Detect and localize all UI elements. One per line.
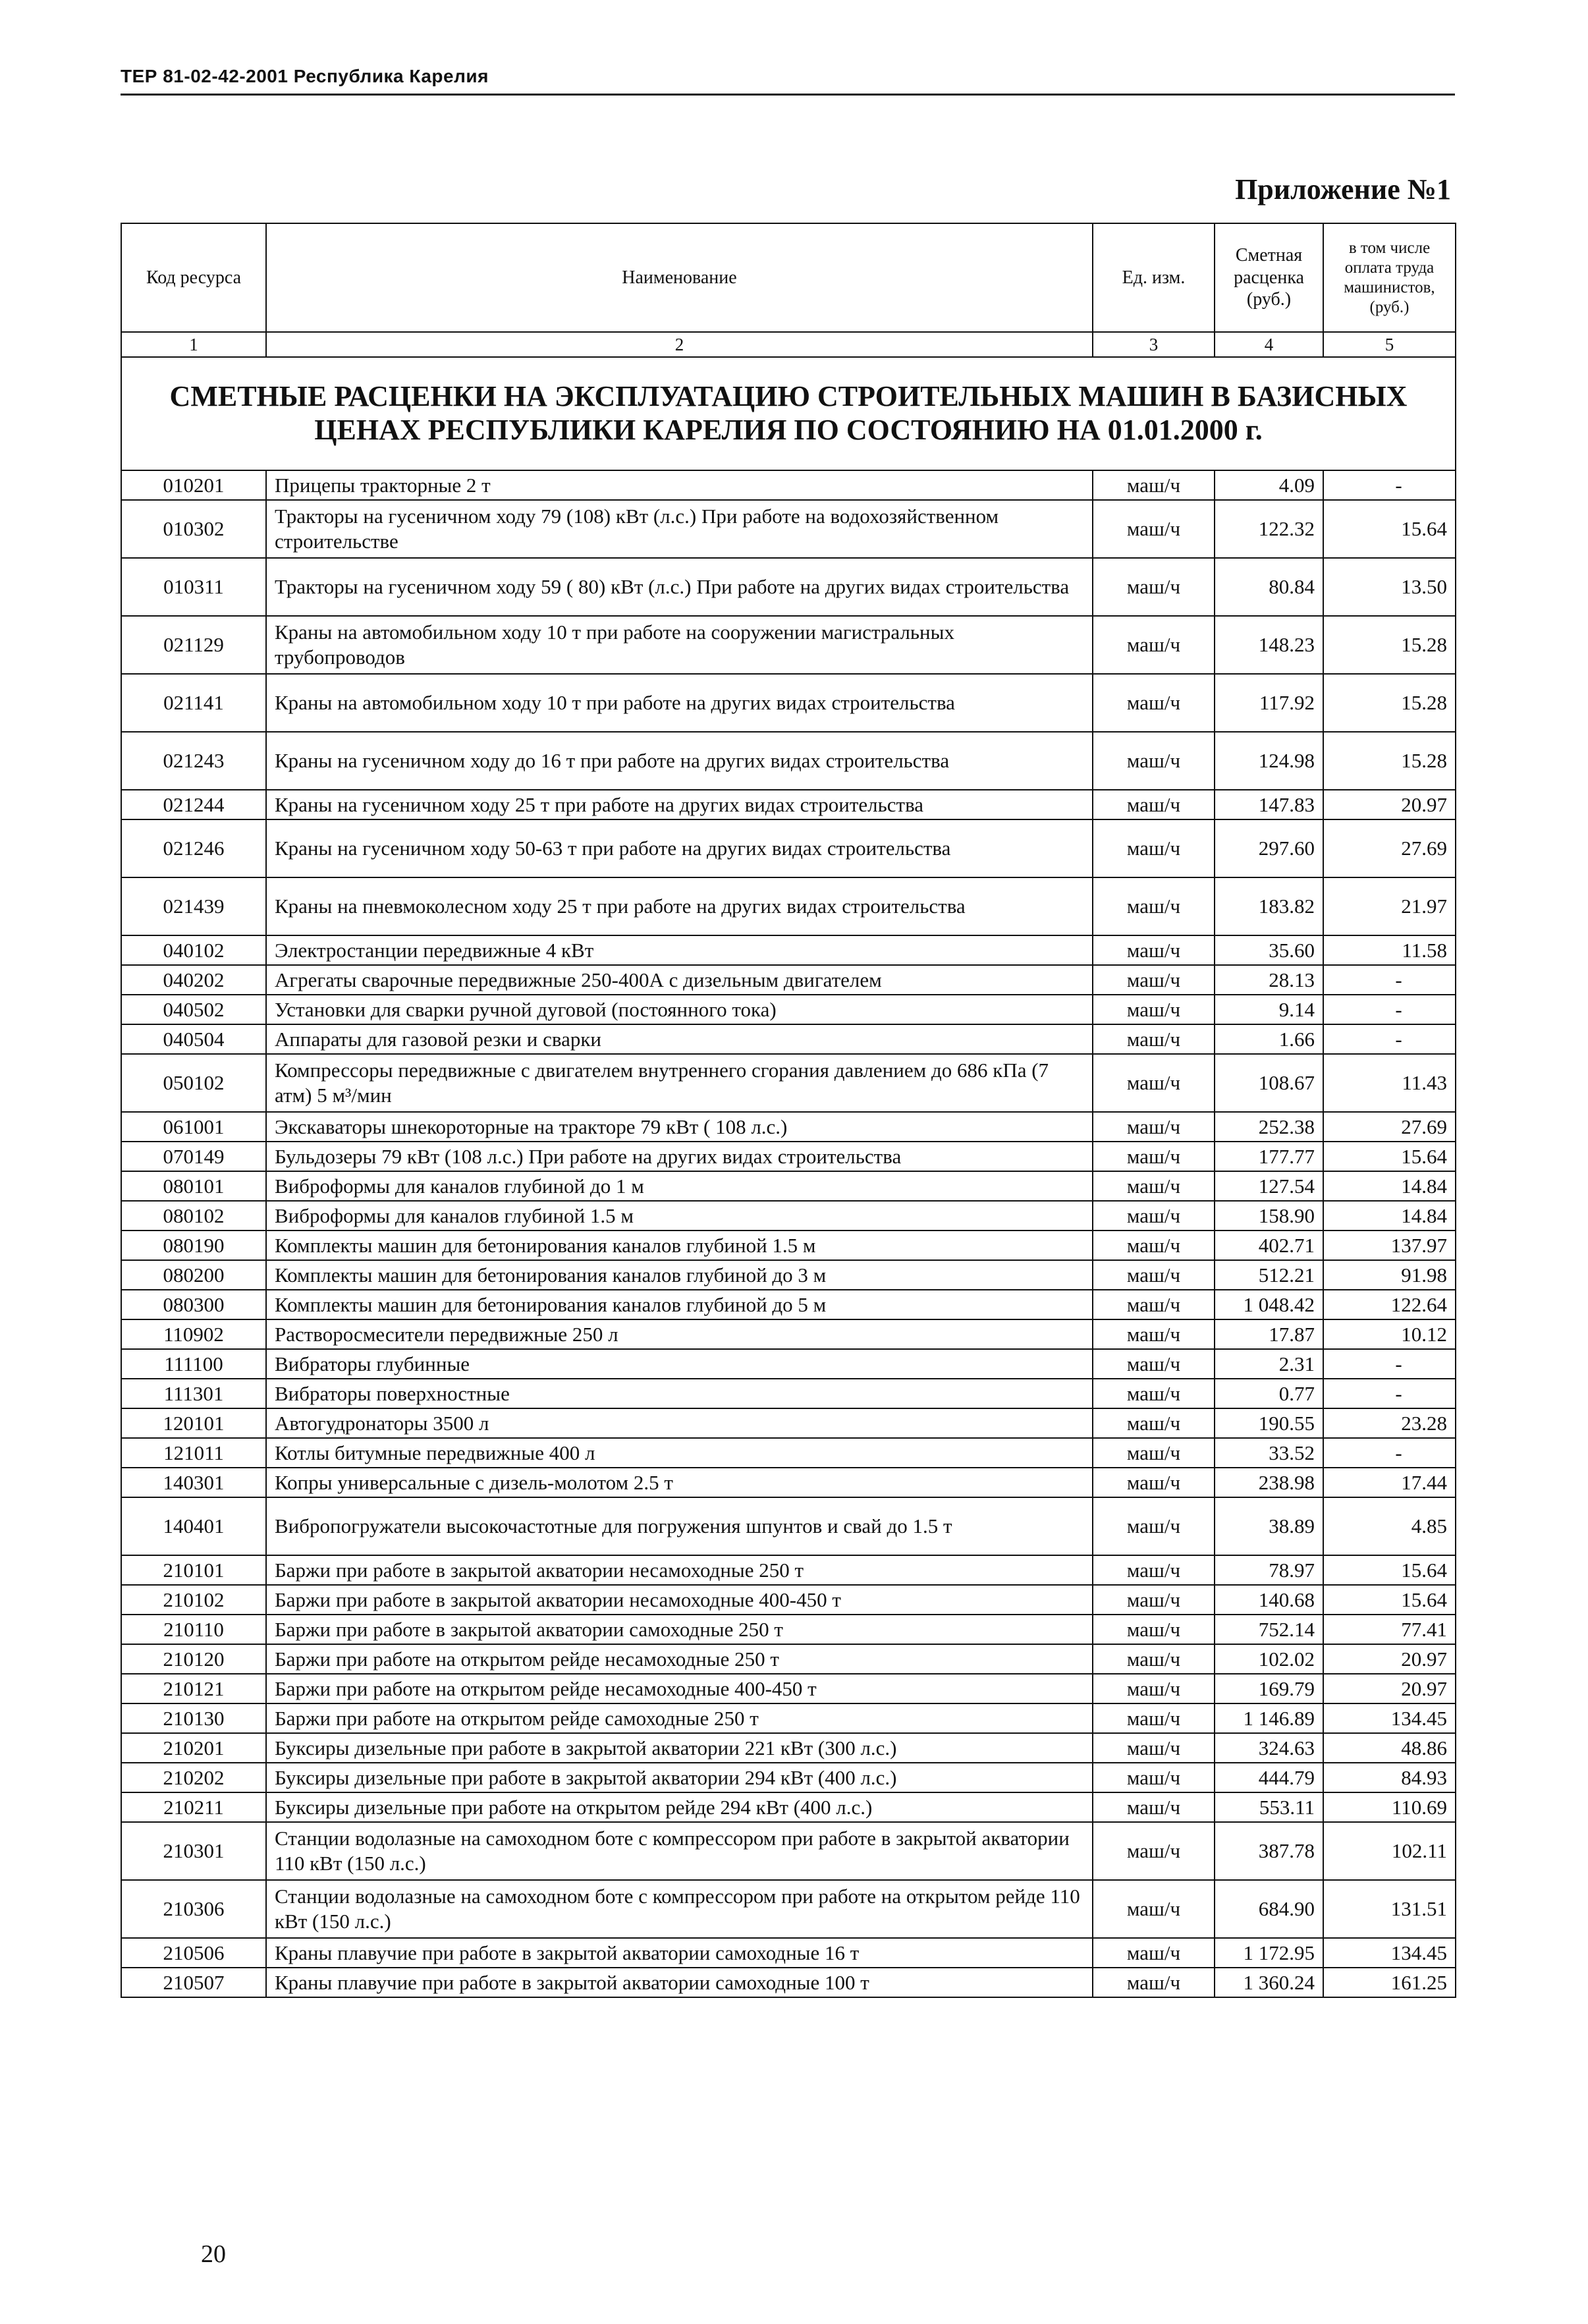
- resource-name-cell: Краны плавучие при работе в закрытой акватории самоходные 16 т: [266, 1938, 1093, 1968]
- table-row: [121, 1231, 1456, 1260]
- table-row: [121, 877, 1456, 935]
- operator-wage-cell: 161.25: [1323, 1968, 1456, 1997]
- unit-cell: маш/ч: [1093, 1585, 1215, 1615]
- operator-wage-cell: 15.28: [1323, 732, 1456, 790]
- estimated-rate-cell: 2.31: [1215, 1349, 1323, 1379]
- table-row: [121, 1438, 1456, 1468]
- resource-code-cell: 050102: [121, 1054, 266, 1112]
- operator-wage-cell: 137.97: [1323, 1231, 1456, 1260]
- resource-name-cell: Установки для сварки ручной дуговой (постоянного тока): [266, 995, 1093, 1024]
- resource-name-cell: Тракторы на гусеничном ходу 59 ( 80) кВт (л.с.) При работе на других видах строительства: [266, 558, 1093, 616]
- resource-name-cell: Буксиры дизельные при работе в закрытой акватории 294 кВт (400 л.с.): [266, 1763, 1093, 1792]
- resource-name-cell: Тракторы на гусеничном ходу 79 (108) кВт (л.с.) При работе на водохозяйственном строительстве: [266, 500, 1093, 558]
- resource-code-cell: 061001: [121, 1112, 266, 1142]
- operator-wage-cell: 15.28: [1323, 616, 1456, 674]
- rates-table: [121, 223, 1456, 1998]
- unit-cell: маш/ч: [1093, 1201, 1215, 1231]
- unit-cell: маш/ч: [1093, 877, 1215, 935]
- estimated-rate-cell: 35.60: [1215, 935, 1323, 965]
- operator-wage-cell: 102.11: [1323, 1822, 1456, 1880]
- resource-code-cell: 210102: [121, 1585, 266, 1615]
- resource-name-cell: Комплекты машин для бетонирования каналов глубиной до 5 м: [266, 1290, 1093, 1319]
- operator-wage-cell: 27.69: [1323, 1112, 1456, 1142]
- resource-name-cell: Баржи при работе на открытом рейде несамоходные 250 т: [266, 1644, 1093, 1674]
- operator-wage-cell: 110.69: [1323, 1792, 1456, 1822]
- resource-code-cell: 021129: [121, 616, 266, 674]
- resource-name-cell: Виброформы для каналов глубиной 1.5 м: [266, 1201, 1093, 1231]
- resource-code-cell: 210110: [121, 1615, 266, 1644]
- resource-name-cell: Аппараты для газовой резки и сварки: [266, 1024, 1093, 1054]
- table-row: [121, 470, 1456, 500]
- unit-cell: маш/ч: [1093, 819, 1215, 877]
- unit-cell: маш/ч: [1093, 1408, 1215, 1438]
- estimated-rate-cell: 1 172.95: [1215, 1938, 1323, 1968]
- resource-code-cell: 121011: [121, 1438, 266, 1468]
- table-row: [121, 1171, 1456, 1201]
- unit-cell: маш/ч: [1093, 500, 1215, 558]
- operator-wage-cell: 10.12: [1323, 1319, 1456, 1349]
- estimated-rate-cell: 78.97: [1215, 1555, 1323, 1585]
- unit-cell: маш/ч: [1093, 1379, 1215, 1408]
- estimated-rate-cell: 0.77: [1215, 1379, 1323, 1408]
- operator-wage-cell: 15.64: [1323, 1585, 1456, 1615]
- resource-name-cell: Станции водолазные на самоходном боте с компрессором при работе в закрытой акватории 110 кВт (150 л.с.): [266, 1822, 1093, 1880]
- resource-code-cell: 210202: [121, 1763, 266, 1792]
- resource-code-cell: 210211: [121, 1792, 266, 1822]
- operator-wage-cell: 134.45: [1323, 1938, 1456, 1968]
- estimated-rate-cell: 38.89: [1215, 1497, 1323, 1555]
- estimated-rate-cell: 9.14: [1215, 995, 1323, 1024]
- estimated-rate-cell: 238.98: [1215, 1468, 1323, 1497]
- table-row: [121, 1585, 1456, 1615]
- operator-wage-cell: 15.64: [1323, 1555, 1456, 1585]
- resource-name-cell: Краны на автомобильном ходу 10 т при работе на сооружении магистральных трубопроводов: [266, 616, 1093, 674]
- resource-name-cell: Компрессоры передвижные с двигателем внутреннего сгорания давлением до 686 кПа (7 атм) 5 м³/мин: [266, 1054, 1093, 1112]
- resource-code-cell: 110902: [121, 1319, 266, 1349]
- table-row: [121, 1822, 1456, 1880]
- unit-cell: маш/ч: [1093, 935, 1215, 965]
- unit-cell: маш/ч: [1093, 1880, 1215, 1938]
- estimated-rate-cell: 80.84: [1215, 558, 1323, 616]
- table-row: [121, 1468, 1456, 1497]
- resource-name-cell: Вибропогружатели высокочастотные для погружения шпунтов и свай до 1.5 т: [266, 1497, 1093, 1555]
- resource-code-cell: 080101: [121, 1171, 266, 1201]
- resource-code-cell: 210101: [121, 1555, 266, 1585]
- operator-wage-cell: 4.85: [1323, 1497, 1456, 1555]
- table-row: [121, 1024, 1456, 1054]
- estimated-rate-cell: 177.77: [1215, 1142, 1323, 1171]
- operator-wage-cell: 14.84: [1323, 1201, 1456, 1231]
- operator-wage-cell: 134.45: [1323, 1703, 1456, 1733]
- operator-wage-cell: 21.97: [1323, 877, 1456, 935]
- resource-name-cell: Краны на пневмоколесном ходу 25 т при работе на других видах строительства: [266, 877, 1093, 935]
- resource-code-cell: 210120: [121, 1644, 266, 1674]
- estimated-rate-cell: 117.92: [1215, 674, 1323, 732]
- operator-wage-cell: 20.97: [1323, 1644, 1456, 1674]
- unit-cell: маш/ч: [1093, 1290, 1215, 1319]
- table-row: [121, 1968, 1456, 1997]
- resource-code-cell: 210130: [121, 1703, 266, 1733]
- table-row: [121, 1792, 1456, 1822]
- estimated-rate-cell: 140.68: [1215, 1585, 1323, 1615]
- estimated-rate-cell: 102.02: [1215, 1644, 1323, 1674]
- resource-code-cell: 210506: [121, 1938, 266, 1968]
- operator-wage-cell: 91.98: [1323, 1260, 1456, 1290]
- operator-wage-cell: 20.97: [1323, 1674, 1456, 1703]
- table-row: [121, 674, 1456, 732]
- operator-wage-cell: 15.28: [1323, 674, 1456, 732]
- estimated-rate-cell: 553.11: [1215, 1792, 1323, 1822]
- resource-code-cell: 040202: [121, 965, 266, 995]
- unit-cell: маш/ч: [1093, 1468, 1215, 1497]
- table-row: [121, 790, 1456, 819]
- resource-code-cell: 120101: [121, 1408, 266, 1438]
- table-row: [121, 1497, 1456, 1555]
- resource-code-cell: 111301: [121, 1379, 266, 1408]
- unit-cell: маш/ч: [1093, 1112, 1215, 1142]
- table-row: [121, 1615, 1456, 1644]
- column-number: 3: [1093, 332, 1215, 357]
- unit-cell: маш/ч: [1093, 558, 1215, 616]
- table-row: [121, 1142, 1456, 1171]
- unit-cell: маш/ч: [1093, 1438, 1215, 1468]
- estimated-rate-cell: 127.54: [1215, 1171, 1323, 1201]
- column-header-unit: Ед. изм.: [1093, 223, 1215, 332]
- resource-name-cell: Баржи при работе в закрытой акватории самоходные 250 т: [266, 1615, 1093, 1644]
- unit-cell: маш/ч: [1093, 1615, 1215, 1644]
- resource-code-cell: 010311: [121, 558, 266, 616]
- estimated-rate-cell: 28.13: [1215, 965, 1323, 995]
- unit-cell: маш/ч: [1093, 1497, 1215, 1555]
- estimated-rate-cell: 148.23: [1215, 616, 1323, 674]
- resource-code-cell: 140301: [121, 1468, 266, 1497]
- resource-code-cell: 010201: [121, 470, 266, 500]
- estimated-rate-cell: 324.63: [1215, 1733, 1323, 1763]
- unit-cell: маш/ч: [1093, 1703, 1215, 1733]
- table-row: [121, 500, 1456, 558]
- column-header-code: Код ресурса: [121, 223, 266, 332]
- operator-wage-cell: -: [1323, 1438, 1456, 1468]
- table-row: [121, 1201, 1456, 1231]
- resource-code-cell: 040504: [121, 1024, 266, 1054]
- column-header-row: [121, 223, 1456, 332]
- resource-name-cell: Комплекты машин для бетонирования каналов глубиной до 3 м: [266, 1260, 1093, 1290]
- resource-code-cell: 070149: [121, 1142, 266, 1171]
- resource-name-cell: Автогудронаторы 3500 л: [266, 1408, 1093, 1438]
- estimated-rate-cell: 147.83: [1215, 790, 1323, 819]
- resource-code-cell: 080300: [121, 1290, 266, 1319]
- resource-code-cell: 021246: [121, 819, 266, 877]
- section-title-row: [121, 357, 1456, 470]
- operator-wage-cell: -: [1323, 1024, 1456, 1054]
- table-row: [121, 1674, 1456, 1703]
- resource-name-cell: Вибраторы поверхностные: [266, 1379, 1093, 1408]
- unit-cell: маш/ч: [1093, 1054, 1215, 1112]
- resource-name-cell: Краны плавучие при работе в закрытой акватории самоходные 100 т: [266, 1968, 1093, 1997]
- column-number: 5: [1323, 332, 1456, 357]
- table-row: [121, 1290, 1456, 1319]
- operator-wage-cell: 11.43: [1323, 1054, 1456, 1112]
- resource-name-cell: Баржи при работе на открытом рейде самоходные 250 т: [266, 1703, 1093, 1733]
- table-row: [121, 1555, 1456, 1585]
- unit-cell: маш/ч: [1093, 732, 1215, 790]
- operator-wage-cell: 131.51: [1323, 1880, 1456, 1938]
- estimated-rate-cell: 169.79: [1215, 1674, 1323, 1703]
- unit-cell: маш/ч: [1093, 470, 1215, 500]
- table-row: [121, 1260, 1456, 1290]
- operator-wage-cell: 17.44: [1323, 1468, 1456, 1497]
- operator-wage-cell: -: [1323, 965, 1456, 995]
- estimated-rate-cell: 512.21: [1215, 1260, 1323, 1290]
- unit-cell: маш/ч: [1093, 1555, 1215, 1585]
- table-row: [121, 1408, 1456, 1438]
- resource-code-cell: 040502: [121, 995, 266, 1024]
- table-row: [121, 935, 1456, 965]
- operator-wage-cell: 27.69: [1323, 819, 1456, 877]
- table-row: [121, 1703, 1456, 1733]
- estimated-rate-cell: 17.87: [1215, 1319, 1323, 1349]
- table-row: [121, 558, 1456, 616]
- unit-cell: маш/ч: [1093, 616, 1215, 674]
- estimated-rate-cell: 4.09: [1215, 470, 1323, 500]
- resource-code-cell: 210121: [121, 1674, 266, 1703]
- resource-name-cell: Виброформы для каналов глубиной до 1 м: [266, 1171, 1093, 1201]
- operator-wage-cell: 15.64: [1323, 500, 1456, 558]
- resource-code-cell: 140401: [121, 1497, 266, 1555]
- table-row: [121, 1319, 1456, 1349]
- unit-cell: маш/ч: [1093, 1260, 1215, 1290]
- resource-name-cell: Буксиры дизельные при работе в закрытой акватории 221 кВт (300 л.с.): [266, 1733, 1093, 1763]
- resource-name-cell: Бульдозеры 79 кВт (108 л.с.) При работе на других видах строительства: [266, 1142, 1093, 1171]
- resource-name-cell: Баржи при работе на открытом рейде несамоходные 400-450 т: [266, 1674, 1093, 1703]
- resource-name-cell: Краны на гусеничном ходу до 16 т при работе на других видах строительства: [266, 732, 1093, 790]
- operator-wage-cell: 13.50: [1323, 558, 1456, 616]
- operator-wage-cell: 122.64: [1323, 1290, 1456, 1319]
- section-title: СМЕТНЫЕ РАСЦЕНКИ НА ЭКСПЛУАТАЦИЮ СТРОИТЕЛЬНЫХ МАШИН В БАЗИСНЫХ ЦЕНАХ РЕСПУБЛИКИ КАРЕЛИЯ ПО СОСТОЯНИЮ НА 01.01.2000 г.: [121, 357, 1456, 470]
- unit-cell: маш/ч: [1093, 1938, 1215, 1968]
- unit-cell: маш/ч: [1093, 1142, 1215, 1171]
- operator-wage-cell: 15.64: [1323, 1142, 1456, 1171]
- resource-code-cell: 010302: [121, 500, 266, 558]
- resource-name-cell: Краны на автомобильном ходу 10 т при работе на других видах строительства: [266, 674, 1093, 732]
- estimated-rate-cell: 158.90: [1215, 1201, 1323, 1231]
- unit-cell: маш/ч: [1093, 1644, 1215, 1674]
- operator-wage-cell: 84.93: [1323, 1763, 1456, 1792]
- resource-name-cell: Краны на гусеничном ходу 25 т при работе на других видах строительства: [266, 790, 1093, 819]
- operator-wage-cell: 77.41: [1323, 1615, 1456, 1644]
- estimated-rate-cell: 297.60: [1215, 819, 1323, 877]
- column-header-wage: в том числе оплата труда машинистов, (руб.): [1323, 223, 1456, 332]
- unit-cell: маш/ч: [1093, 1792, 1215, 1822]
- unit-cell: маш/ч: [1093, 1349, 1215, 1379]
- resource-name-cell: Вибраторы глубинные: [266, 1349, 1093, 1379]
- resource-code-cell: 210201: [121, 1733, 266, 1763]
- estimated-rate-cell: 183.82: [1215, 877, 1323, 935]
- resource-code-cell: 080102: [121, 1201, 266, 1231]
- resource-code-cell: 080190: [121, 1231, 266, 1260]
- resource-code-cell: 080200: [121, 1260, 266, 1290]
- table-row: [121, 1880, 1456, 1938]
- resource-name-cell: Баржи при работе в закрытой акватории несамоходные 400-450 т: [266, 1585, 1093, 1615]
- resource-name-cell: Экскаваторы шнекороторные на тракторе 79 кВт ( 108 л.с.): [266, 1112, 1093, 1142]
- estimated-rate-cell: 684.90: [1215, 1880, 1323, 1938]
- unit-cell: маш/ч: [1093, 1822, 1215, 1880]
- column-number-row: [121, 332, 1456, 357]
- unit-cell: маш/ч: [1093, 1763, 1215, 1792]
- resource-name-cell: Растворосмесители передвижные 250 л: [266, 1319, 1093, 1349]
- resource-name-cell: Краны на гусеничном ходу 50-63 т при работе на других видах строительства: [266, 819, 1093, 877]
- operator-wage-cell: -: [1323, 1349, 1456, 1379]
- column-number: 1: [121, 332, 266, 357]
- estimated-rate-cell: 122.32: [1215, 500, 1323, 558]
- unit-cell: маш/ч: [1093, 1968, 1215, 1997]
- estimated-rate-cell: 252.38: [1215, 1112, 1323, 1142]
- resource-name-cell: Прицепы тракторные 2 т: [266, 470, 1093, 500]
- table-row: [121, 965, 1456, 995]
- resource-name-cell: Электростанции передвижные 4 кВт: [266, 935, 1093, 965]
- operator-wage-cell: 14.84: [1323, 1171, 1456, 1201]
- unit-cell: маш/ч: [1093, 1319, 1215, 1349]
- resource-name-cell: Буксиры дизельные при работе на открытом рейде 294 кВт (400 л.с.): [266, 1792, 1093, 1822]
- resource-code-cell: 021243: [121, 732, 266, 790]
- estimated-rate-cell: 387.78: [1215, 1822, 1323, 1880]
- table-row: [121, 1349, 1456, 1379]
- estimated-rate-cell: 1 048.42: [1215, 1290, 1323, 1319]
- resource-code-cell: 021439: [121, 877, 266, 935]
- resource-code-cell: 040102: [121, 935, 266, 965]
- estimated-rate-cell: 1 146.89: [1215, 1703, 1323, 1733]
- table-row: [121, 1763, 1456, 1792]
- resource-code-cell: 210306: [121, 1880, 266, 1938]
- estimated-rate-cell: 752.14: [1215, 1615, 1323, 1644]
- operator-wage-cell: 20.97: [1323, 790, 1456, 819]
- resource-code-cell: 021141: [121, 674, 266, 732]
- resource-name-cell: Баржи при работе в закрытой акватории несамоходные 250 т: [266, 1555, 1093, 1585]
- estimated-rate-cell: 1 360.24: [1215, 1968, 1323, 1997]
- operator-wage-cell: 48.86: [1323, 1733, 1456, 1763]
- operator-wage-cell: 23.28: [1323, 1408, 1456, 1438]
- operator-wage-cell: -: [1323, 1379, 1456, 1408]
- column-number: 4: [1215, 332, 1323, 357]
- estimated-rate-cell: 1.66: [1215, 1024, 1323, 1054]
- running-head: ТЕР 81-02-42-2001 Республика Карелия: [121, 66, 489, 86]
- unit-cell: маш/ч: [1093, 1733, 1215, 1763]
- column-header-name: Наименование: [266, 223, 1093, 332]
- estimated-rate-cell: 444.79: [1215, 1763, 1323, 1792]
- unit-cell: маш/ч: [1093, 1231, 1215, 1260]
- unit-cell: маш/ч: [1093, 790, 1215, 819]
- unit-cell: маш/ч: [1093, 674, 1215, 732]
- column-number: 2: [266, 332, 1093, 357]
- table-row: [121, 995, 1456, 1024]
- operator-wage-cell: -: [1323, 470, 1456, 500]
- resource-name-cell: Комплекты машин для бетонирования каналов глубиной 1.5 м: [266, 1231, 1093, 1260]
- page-number: 20: [201, 2240, 226, 2268]
- table-row: [121, 819, 1456, 877]
- resource-code-cell: 210301: [121, 1822, 266, 1880]
- resource-code-cell: 021244: [121, 790, 266, 819]
- estimated-rate-cell: 33.52: [1215, 1438, 1323, 1468]
- unit-cell: маш/ч: [1093, 1674, 1215, 1703]
- appendix-label: Приложение №1: [1235, 173, 1451, 206]
- resource-name-cell: Котлы битумные передвижные 400 л: [266, 1438, 1093, 1468]
- resource-code-cell: 210507: [121, 1968, 266, 1997]
- table-row: [121, 732, 1456, 790]
- estimated-rate-cell: 190.55: [1215, 1408, 1323, 1438]
- column-header-rate: Сметная расценка (руб.): [1215, 223, 1323, 332]
- unit-cell: маш/ч: [1093, 1171, 1215, 1201]
- unit-cell: маш/ч: [1093, 1024, 1215, 1054]
- table-row: [121, 1379, 1456, 1408]
- estimated-rate-cell: 108.67: [1215, 1054, 1323, 1112]
- operator-wage-cell: -: [1323, 995, 1456, 1024]
- estimated-rate-cell: 124.98: [1215, 732, 1323, 790]
- estimated-rate-cell: 402.71: [1215, 1231, 1323, 1260]
- table-row: [121, 616, 1456, 674]
- table-row: [121, 1938, 1456, 1968]
- resource-name-cell: Станции водолазные на самоходном боте с компрессором при работе на открытом рейде 110 кВт (150 л.с.): [266, 1880, 1093, 1938]
- resource-code-cell: 111100: [121, 1349, 266, 1379]
- header-rule: [121, 94, 1455, 96]
- unit-cell: маш/ч: [1093, 995, 1215, 1024]
- unit-cell: маш/ч: [1093, 965, 1215, 995]
- table-row: [121, 1054, 1456, 1112]
- table-row: [121, 1112, 1456, 1142]
- resource-name-cell: Агрегаты сварочные передвижные 250-400А с дизельным двигателем: [266, 965, 1093, 995]
- table-row: [121, 1733, 1456, 1763]
- operator-wage-cell: 11.58: [1323, 935, 1456, 965]
- table-row: [121, 1644, 1456, 1674]
- resource-name-cell: Копры универсальные с дизель-молотом 2.5 т: [266, 1468, 1093, 1497]
